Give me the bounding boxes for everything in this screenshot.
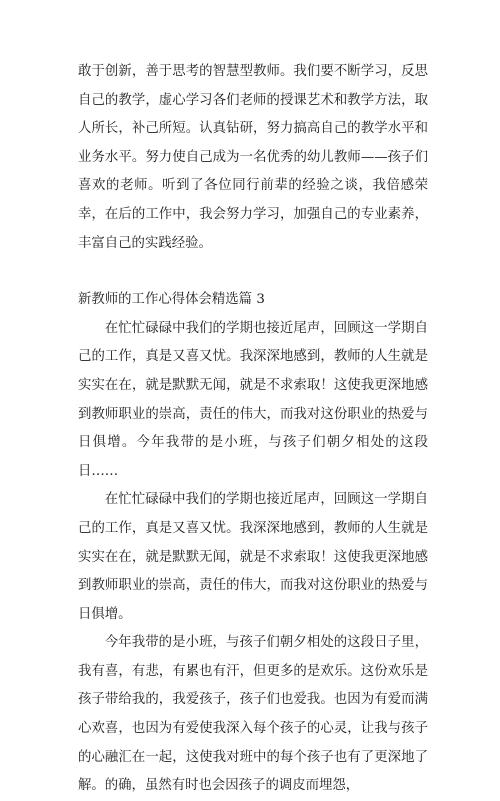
paragraph-reflection: 在忙忙碌碌中我们的学期也接近尾声，回顾这一学期自己的工作，真是又喜又忧。我深深地感到，教师的人生就是实实在在，就是默默无闻，就是不求索取！这使我更深地感到教师职业的崇高，责任的伟大，而我对这份职业的热爱与日俱增。 <box>78 492 428 622</box>
document-page <box>78 58 428 801</box>
paragraph-continuation: 敢于创新，善于思考的智慧型教师。我们要不断学习，反思自己的教学，虚心学习各们老师的授课艺术和教学方法，取人所长，补己所短。认真钻研，努力搞高自己的教学水平和业务水平。努力使自己成为一名优秀的幼儿教师——孩子们喜欢的老师。听到了各位同行前辈的经验之谈，我倍感荣幸，在后的工作中，我会努力学习，加强自己的专业素养，丰富自己的实践经验。 <box>78 64 428 251</box>
paragraph-class-experience: 今年我带的是小班，与孩子们朝夕相处的这段日子里，我有喜，有悲，有累也有汗，但更多的是欢乐。这份欢乐是孩子带给我的，我爱孩子，孩子们也爱我。也因为有爱而满心欢喜，也因为有爱使我深入每个孩子的心灵，让我与孩子的心融汇在一起，这使我对班中的每个孩子也有了更深地了解。的确，虽然有时也会因孩子的调皮而埋怨， <box>78 635 428 794</box>
paragraph-summary: 在忙忙碌碌中我们的学期也接近尾声，回顾这一学期自己的工作，真是又喜又忧。我深深地感到，教师的人生就是实实在在，就是默默无闻，就是不求索取！这使我更深地感到教师职业的崇高，责任的伟大，而我对这份职业的热爱与日俱增。今年我带的是小班，与孩子们朝夕相处的这段日…… <box>78 320 428 479</box>
section-heading: 新教师的工作心得体会精选篇 3 <box>78 292 265 308</box>
